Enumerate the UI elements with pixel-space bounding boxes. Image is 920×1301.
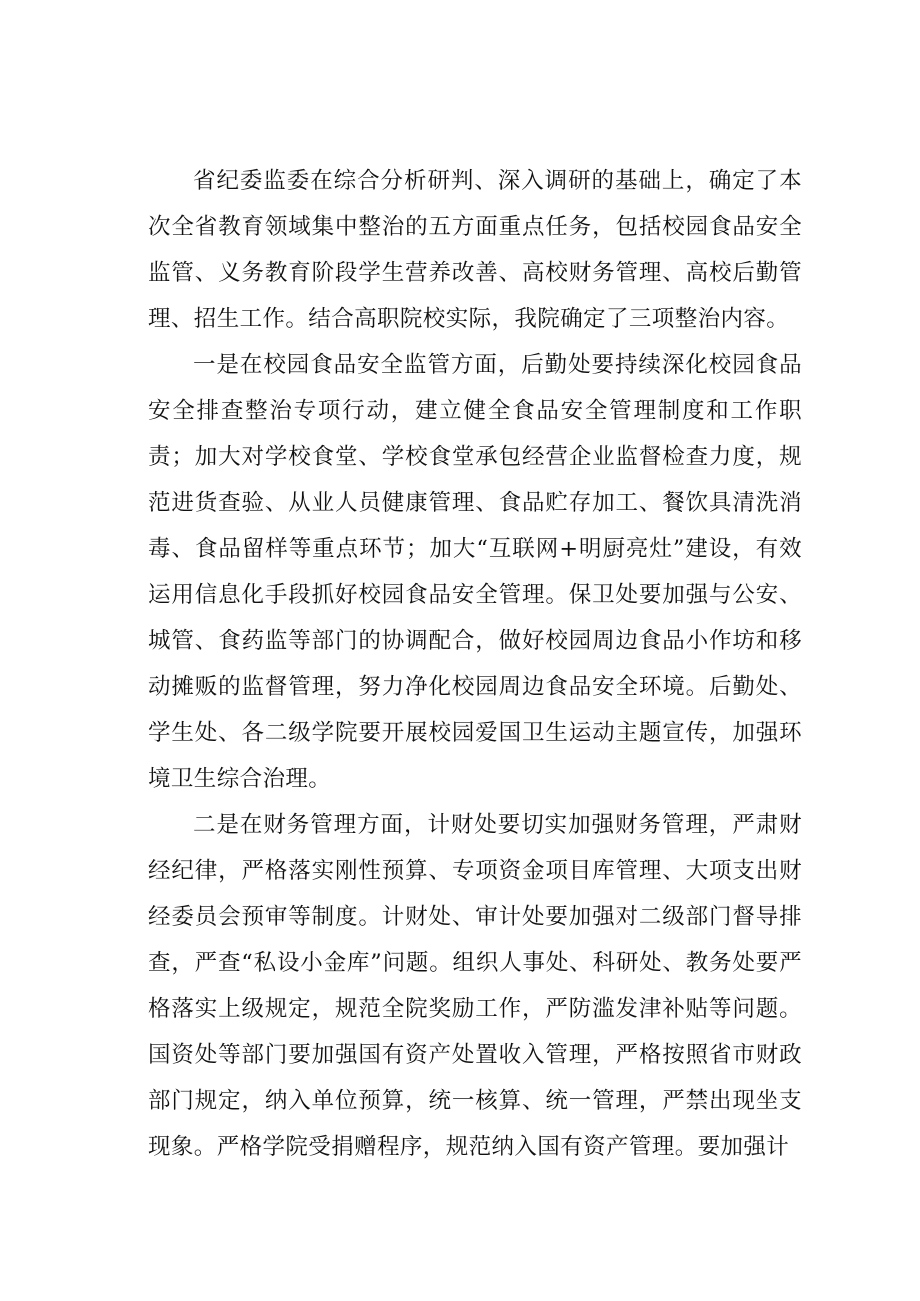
document-body: [148, 158, 802, 1170]
paragraph-intro: 省纪委监委在综合分析研判、深入调研的基础上，确定了本次全省教育领域集中整治的五方面重点任务，包括校园食品安全监管、义务教育阶段学生营养改善、高校财务管理、高校后勤管理、招生工作。结合高职院校实际，我院确定了三项整治内容。: [148, 168, 802, 332]
paragraph-financial-management: 二是在财务管理方面，计财处要切实加强财务管理，严肃财经纪律，严格落实刚性预算、专项资金项目库管理、大项支出财经委员会预审等制度。计财处、审计处要加强对二级部门督导排查，严查“私设小金库”问题。组织人事处、科研处、教务处要严格落实上级规定，规范全院奖励工作，严防滥发津补贴等问题。国资处等部门要加强国有资产处置收入管理，严格按照省市财政部门规定，纳入单位预算，统一核算、统一管理，严禁出现坐支现象。严格学院受捐赠程序，规范纳入国有资产管理。要加强计: [148, 812, 802, 1160]
paragraph-food-safety: 一是在校园食品安全监管方面，后勤处要持续深化校园食品安全排查整治专项行动，建立健全食品安全管理制度和工作职责；加大对学校食堂、学校食堂承包经营企业监督检查力度，规范进货查验、从业人员健康管理、食品贮存加工、餐饮具清洗消毒、食品留样等重点环节；加大“互联网+明厨亮灶”建设，有效运用信息化手段抓好校园食品安全管理。保卫处要加强与公安、城管、食药监等部门的协调配合，做好校园周边食品小作坊和移动摊贩的监督管理，努力净化校园周边食品安全环境。后勤处、学生处、各二级学院要开展校园爱国卫生运动主题宣传，加强环境卫生综合治理。: [148, 352, 802, 792]
